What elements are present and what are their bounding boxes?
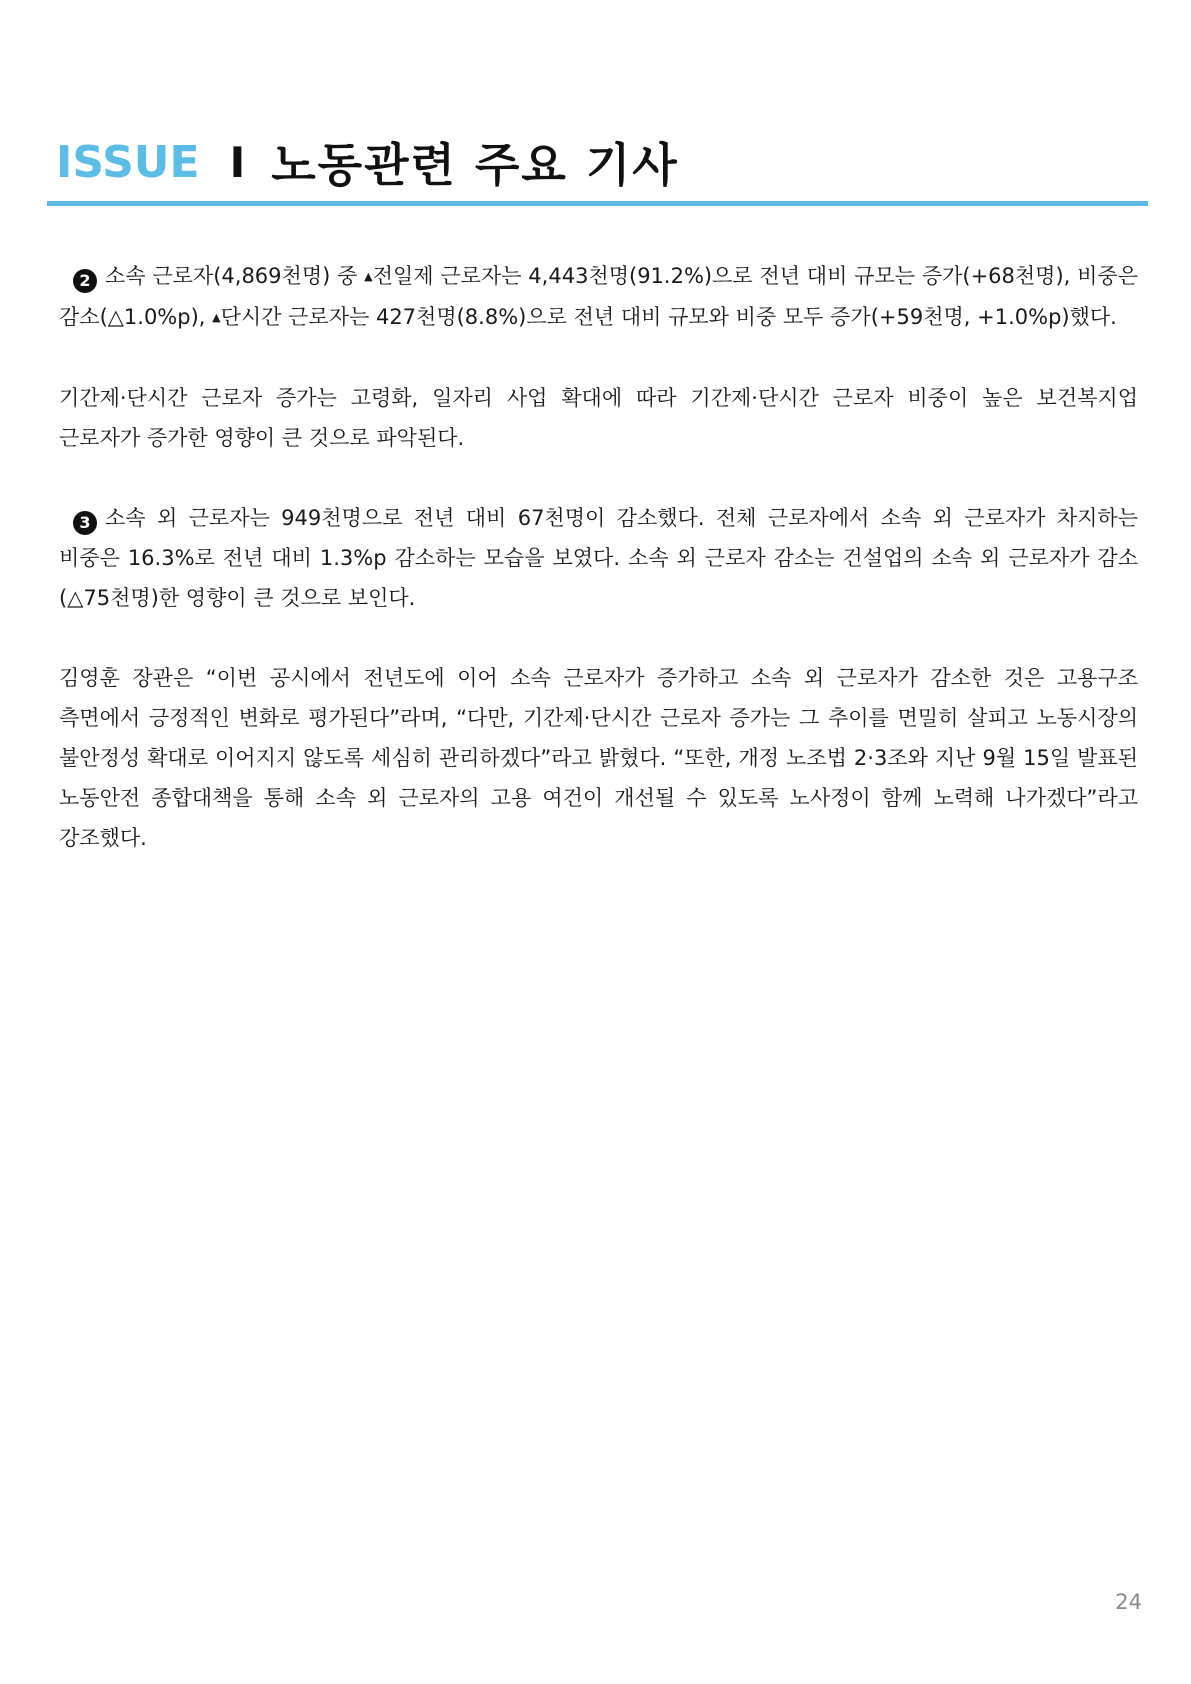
- circled-number-2-icon: 2: [73, 269, 97, 293]
- header-separator: I: [229, 137, 246, 187]
- triangle-bullet-icon: ▲: [364, 270, 373, 283]
- paragraph-1-part-2: 전일제 근로자는 4,443천명(91.2%)으로 전년 대비 규모는 증가(+68천명), 비중은 감소(△1.0%p),: [59, 264, 1138, 329]
- triangle-bullet-icon: ▲: [212, 311, 221, 324]
- article-body: [59, 256, 1138, 898]
- circled-number-3-icon: 3: [73, 511, 97, 535]
- paragraph-4: 김영훈 장관은 “이번 공시에서 전년도에 이어 소속 근로자가 증가하고 소속 외 근로자가 감소한 것은 고용구조 측면에서 긍정적인 변화로 평가된다”라며, “다만, 기간제·단시간 근로자 증가는 그 추이를 면밀히 살피고 노동시장의 불안정성 확대로 이어지지 않도록 세심히 관리하겠다”라고 밝혔다. “또한, 개정 노조법 2·3조와 지난 9월 15일 발표된 노동안전 종합대책을 통해 소속 외 근로자의 고용 여건이 개선될 수 있도록 노사정이 함께 노력해 나가겠다”라고 강조했다.: [59, 666, 1138, 850]
- paragraph-3-text: 소속 외 근로자는 949천명으로 전년 대비 67천명이 감소했다. 전체 근로자에서 소속 외 근로자가 차지하는 비중은 16.3%로 전년 대비 1.3%p 감소하는 모습을 보였다. 소속 외 근로자 감소는 건설업의 소속 외 근로자가 감소(△75천명)한 영향이 큰 것으로 보인다.: [59, 506, 1138, 610]
- header-divider: [47, 201, 1148, 206]
- paragraph-1: [59, 256, 1138, 338]
- page-number: 24: [1115, 1590, 1142, 1614]
- paragraph-1-part-3: 단시간 근로자는 427천명(8.8%)으로 전년 대비 규모와 비중 모두 증가(+59천명, +1.0%p)했다.: [220, 305, 1117, 329]
- page-header: [56, 132, 679, 192]
- page-title: 노동관련 주요 기사: [271, 138, 679, 192]
- paragraph-3: [59, 498, 1138, 618]
- paragraph-1-part-1: 소속 근로자(4,869천명) 중: [105, 264, 365, 288]
- issue-label: ISSUE: [56, 136, 200, 188]
- paragraph-2: 기간제·단시간 근로자 증가는 고령화, 일자리 사업 확대에 따라 기간제·단시간 근로자 비중이 높은 보건복지업 근로자가 증가한 영향이 큰 것으로 파악된다.: [59, 386, 1138, 450]
